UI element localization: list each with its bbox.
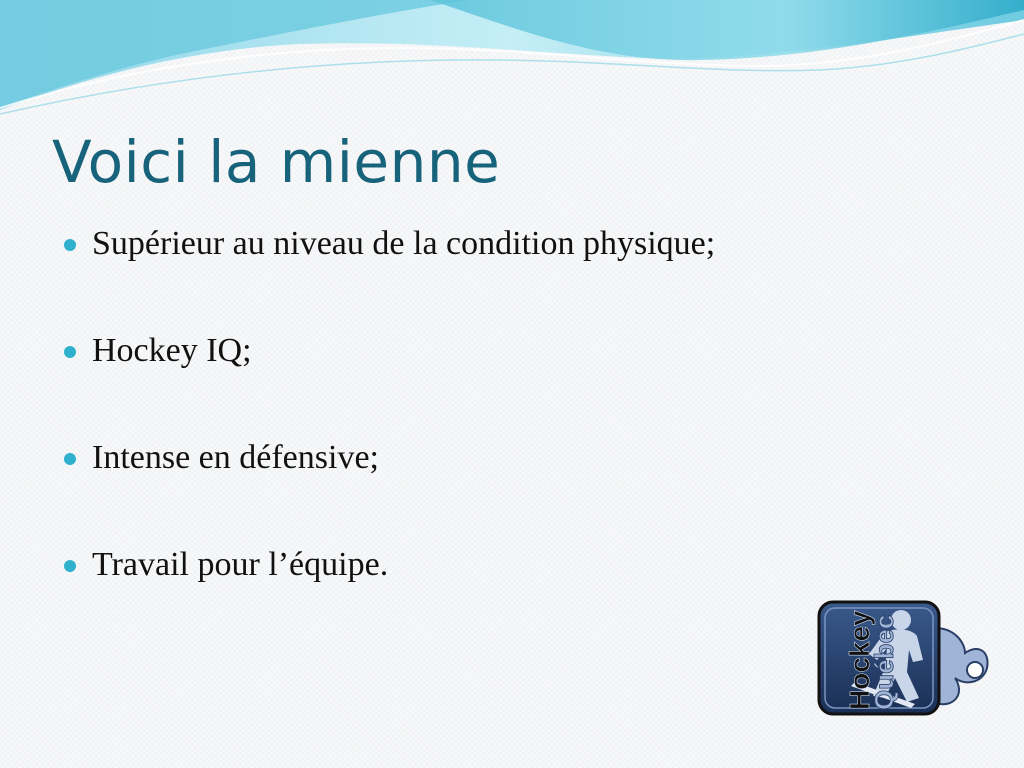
bullet-text: Intense en défensive;: [92, 439, 379, 476]
bullet-dot-icon: [64, 346, 76, 358]
bullet-dot-icon: [64, 453, 76, 465]
logo-text-quebec: Québec: [869, 614, 899, 710]
bullet-text: Hockey IQ;: [92, 332, 252, 369]
hockey-quebec-logo: [815, 598, 991, 718]
bullet-dot-icon: [64, 239, 76, 251]
logo-text-hockey: Hockey: [844, 610, 875, 710]
slide-title: Voici la mienne: [52, 128, 501, 196]
bullet-text: Supérieur au niveau de la condition physique;: [92, 225, 716, 262]
fleur-de-lis-icon: [935, 628, 988, 704]
list-item: [62, 220, 715, 327]
list-item: [62, 434, 715, 541]
bullet-list: [62, 220, 715, 648]
list-item: [62, 541, 715, 648]
bullet-text: Travail pour l’équipe.: [92, 546, 389, 583]
list-item: [62, 327, 715, 434]
bullet-dot-icon: [64, 560, 76, 572]
header-wave-decoration: [0, 0, 1024, 130]
